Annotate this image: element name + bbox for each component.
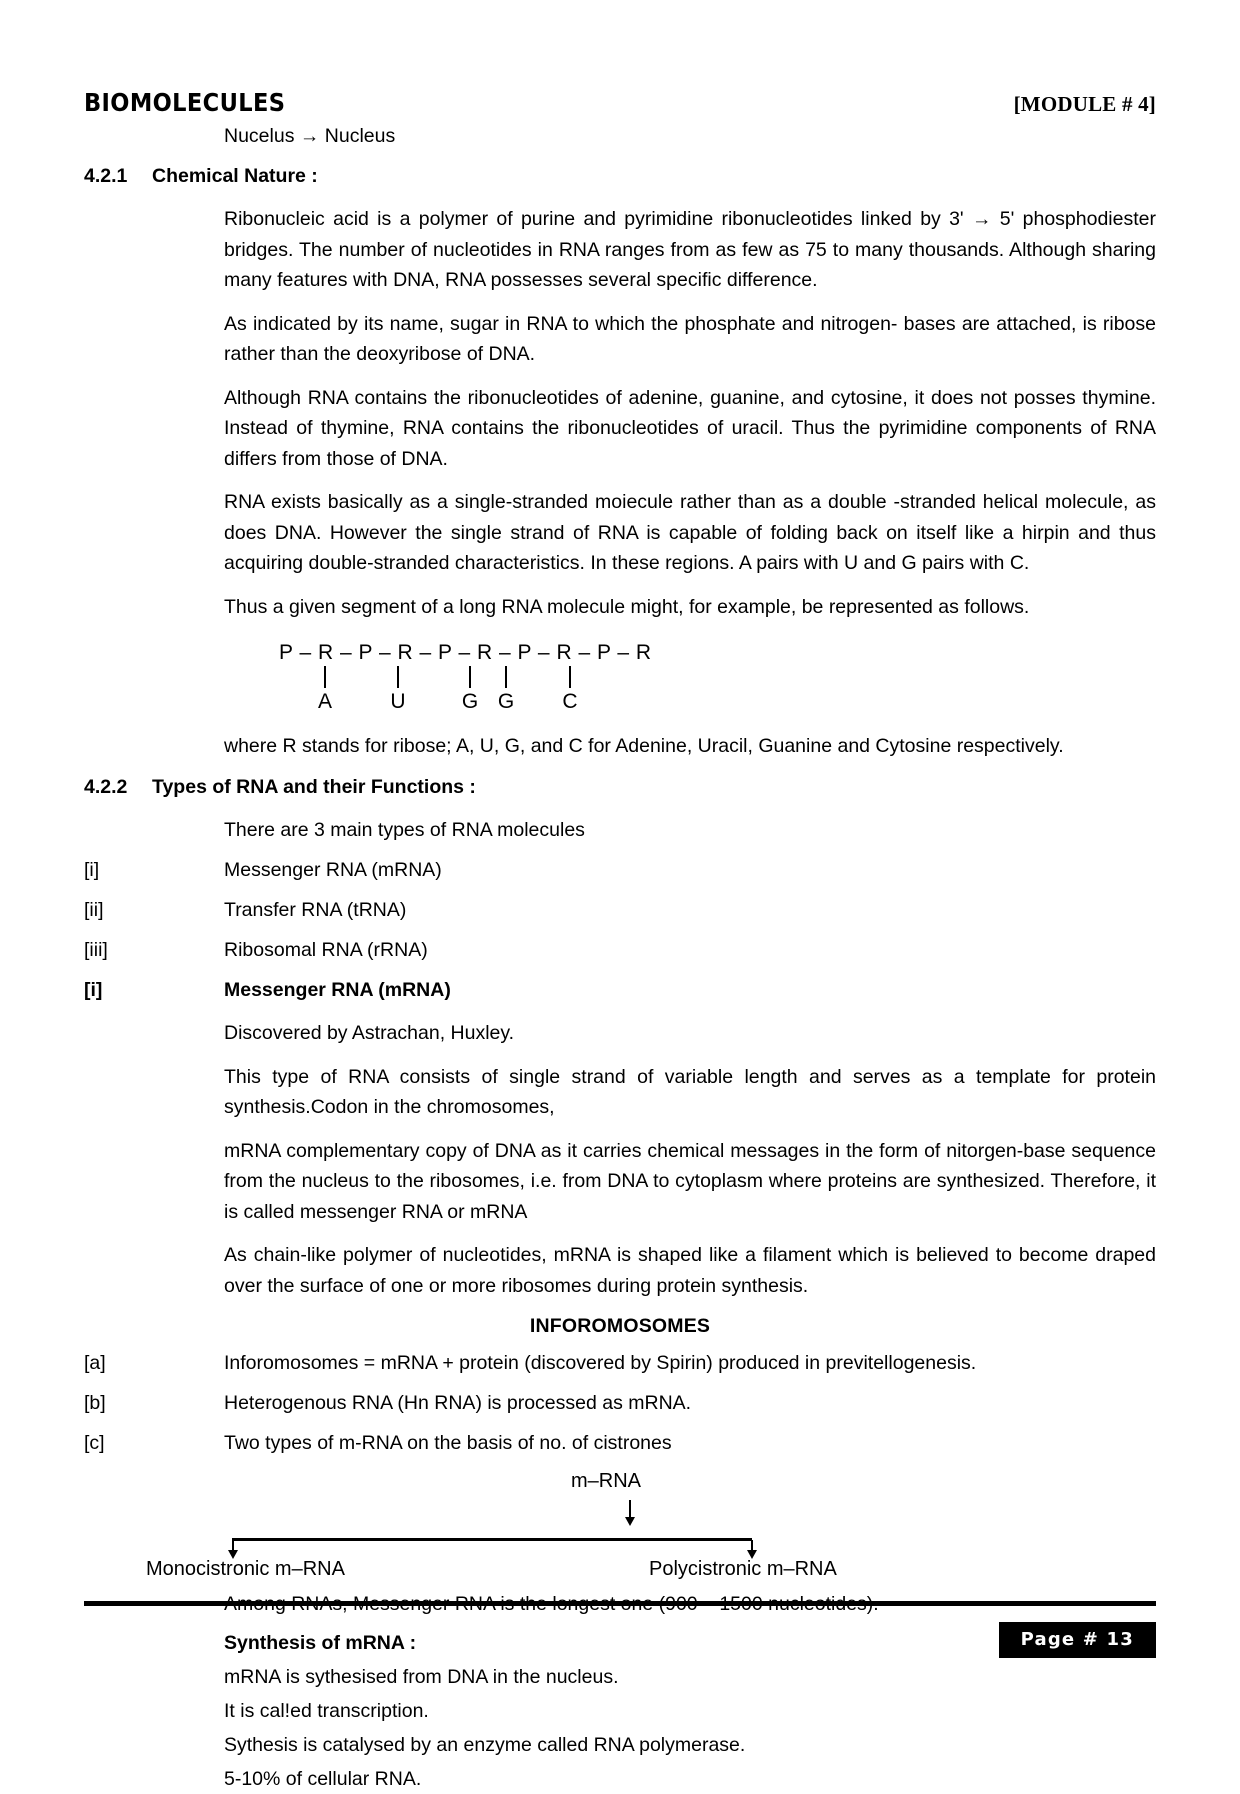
list-item bbox=[84, 1378, 1156, 1418]
document-title: BIOMOLECULES bbox=[84, 88, 286, 117]
list-text-two-types-mrna: Two types of m-RNA on the basis of no. of cistrones bbox=[224, 1432, 672, 1454]
section-number-4-2-1: 4.2.1 bbox=[84, 165, 128, 187]
list-text-ribosomal-rna: Ribosomal RNA (rRNA) bbox=[224, 939, 428, 961]
bond-line-1 bbox=[324, 666, 326, 688]
list-marker-i: [i] bbox=[84, 859, 100, 881]
paragraph-types-intro: There are 3 main types of RNA molecules bbox=[224, 818, 585, 841]
page-header bbox=[84, 88, 1156, 117]
section-heading-4-2-2 bbox=[84, 772, 1156, 802]
section-heading-4-2-1 bbox=[84, 161, 1156, 191]
rna-backbone-text: P – R – P – R – P – R – P – R – P – R bbox=[279, 641, 652, 664]
bond-line-2 bbox=[397, 666, 399, 688]
rna-base-g1: G bbox=[461, 690, 479, 713]
list-item bbox=[84, 1418, 1156, 1458]
tree-root-label: m–RNA bbox=[571, 1470, 642, 1492]
paragraph-segment-intro: Thus a given segment of a long RNA molecule might, for example, be represented as follows. bbox=[224, 595, 1030, 618]
rna-base-a: A bbox=[317, 690, 333, 713]
rna-base-c: C bbox=[562, 690, 578, 713]
list-item bbox=[84, 925, 1156, 965]
list-marker-i-bold: [i] bbox=[84, 979, 103, 1001]
paragraph-single-stranded: RNA exists basically as a single-stranded moiecule rather than as a double -stranded helical molecule, as does DNA. However the single strand of RNA is capable of folding back on itself like a hirpin and thus acquiring double-stranded characteristics. In these regions. A pairs with U and G pairs with C. bbox=[224, 491, 1156, 574]
list-item bbox=[84, 885, 1156, 925]
tree-leaf-monocistronic: Monocistronic m–RNA bbox=[146, 1558, 345, 1580]
synthesis-line-3: Sythesis is catalysed by an enzyme called RNA polymerase. bbox=[224, 1734, 746, 1756]
list-marker-b: [b] bbox=[84, 1392, 106, 1414]
rna-backbone-diagram bbox=[279, 640, 1156, 718]
list-marker-iii: [iii] bbox=[84, 939, 108, 961]
list-text-messenger-rna: Messenger RNA (mRNA) bbox=[224, 859, 442, 881]
synthesis-line-4: 5-10% of cellular RNA. bbox=[224, 1768, 422, 1790]
subsection-title-mrna: Messenger RNA (mRNA) bbox=[224, 979, 451, 1001]
paragraph-template-protein-synthesis: This type of RNA consists of single strand of variable length and serves as a template for protein synthesis.Codon in the chromosomes, bbox=[224, 1065, 1156, 1118]
bond-line-5 bbox=[569, 666, 571, 688]
bond-line-4 bbox=[505, 666, 507, 688]
synthesis-line-1: mRNA is sythesised from DNA in the nucleus. bbox=[224, 1666, 619, 1688]
synthesis-heading: Synthesis of mRNA : bbox=[224, 1632, 417, 1654]
tree-leaf-polycistronic: Polycistronic m–RNA bbox=[649, 1558, 837, 1580]
synthesis-line-2: It is cal!ed transcription. bbox=[224, 1700, 429, 1722]
correction-note: Nucelus → Nucleus bbox=[224, 125, 396, 147]
mrna-classification-diagram bbox=[84, 1470, 1156, 1580]
line-among-rnas bbox=[224, 1580, 1156, 1619]
footer-divider bbox=[84, 1601, 1156, 1606]
list-item bbox=[84, 1338, 1156, 1378]
list-marker-ii: [ii] bbox=[84, 899, 104, 921]
list-text-informosomes-def: Inforomosomes = mRNA + protein (discovered by Spirin) produced in previtellogenesis. bbox=[224, 1352, 977, 1374]
rna-base-labels bbox=[279, 690, 1156, 716]
informosomes-heading: INFOROMOSOMES bbox=[529, 1315, 711, 1337]
paragraph-legend: where R stands for ribose; A, U, G, and C for Adenine, Uracil, Guanine and Cytosine respectively. bbox=[224, 735, 1064, 757]
list-item bbox=[84, 845, 1156, 885]
paragraph-chain-like-polymer: As chain-like polymer of nucleotides, mRNA is shaped like a filament which is believed to become draped over the surface of one or more ribosomes during protein synthesis. bbox=[224, 1244, 1156, 1297]
module-tag: [MODULE # 4] bbox=[1013, 92, 1156, 116]
list-text-heterogenous-rna: Heterogenous RNA (Hn RNA) is processed as mRNA. bbox=[224, 1392, 692, 1414]
bond-line-3 bbox=[469, 666, 471, 688]
list-text-transfer-rna: Transfer RNA (tRNA) bbox=[224, 899, 407, 921]
tree-root-arrowhead bbox=[625, 1517, 635, 1526]
list-marker-c: [c] bbox=[84, 1432, 105, 1454]
paragraph-uracil: Although RNA contains the ribonucleotides of adenine, guanine, and cytosine, it does not posses thymine. Instead of thymine, RNA contains the ribonucleotides of uracil. Thus the pyrimidine components of RNA differs from those of DNA. bbox=[224, 386, 1156, 470]
paragraph-complementary-copy: mRNA complementary copy of DNA as it carries chemical messages in the form of nitorgen-base sequence from the nucleus to the ribosomes, i.e. from DNA to cytoplasm where proteins are synthesized. Therefore, it is called messenger RNA or mRNA bbox=[224, 1139, 1156, 1223]
paragraph-discovered-by: Discovered by Astrachan, Huxley. bbox=[224, 1022, 515, 1044]
rna-base-g2: G bbox=[497, 690, 515, 713]
subsection-heading-mrna bbox=[84, 965, 1156, 1005]
page-number-badge: Page # 13 bbox=[999, 1622, 1156, 1658]
rna-base-u: U bbox=[390, 690, 406, 713]
tree-horizontal-bar bbox=[232, 1538, 752, 1541]
section-number-4-2-2: 4.2.2 bbox=[84, 775, 128, 798]
rna-bond-lines bbox=[279, 666, 1156, 690]
section-title-4-2-2: Types of RNA and their Functions : bbox=[152, 775, 476, 798]
section-title-4-2-1: Chemical Nature : bbox=[152, 165, 318, 187]
paragraph-ribonucleic-acid: Ribonucleic acid is a polymer of purine and pyrimidine ribonucleotides linked by 3' → 5' phosphodiester bridges. The number of nucleotides in RNA ranges from as few as 75 to many thousands. Although sharing many features with DNA, RNA possesses several specific difference. bbox=[224, 208, 1156, 291]
list-marker-a: [a] bbox=[84, 1352, 106, 1374]
paragraph-sugar-ribose: As indicated by its name, sugar in RNA to which the phosphate and nitrogen- bases are attached, is ribose rather than the deoxyribose of DNA. bbox=[224, 312, 1156, 365]
